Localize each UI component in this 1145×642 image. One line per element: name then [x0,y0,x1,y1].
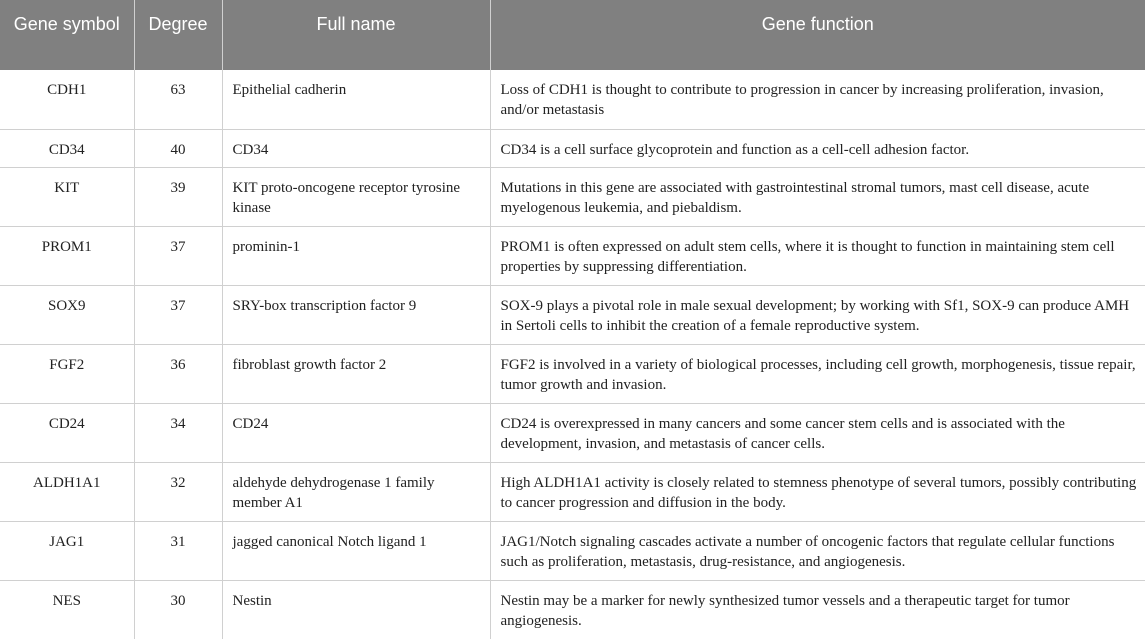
table-row [0,167,1145,226]
table-row [0,462,1145,521]
cell-gene-symbol: JAG1 [0,521,134,580]
cell-full-name: aldehyde dehydrogenase 1 family member A1 [222,462,490,521]
cell-full-name: prominin-1 [222,226,490,285]
cell-gene-symbol: KIT [0,167,134,226]
table-header [0,0,1145,70]
cell-gene-function: Loss of CDH1 is thought to contribute to progression in cancer by increasing proliferation, invasion, and/or metastasis [490,70,1145,129]
cell-gene-function: FGF2 is involved in a variety of biological processes, including cell growth, morphogenesis, tissue repair, tumor growth and invasion. [490,344,1145,403]
cell-degree: 34 [134,403,222,462]
cell-gene-function: Mutations in this gene are associated with gastrointestinal stromal tumors, mast cell disease, acute myelogenous leukemia, and piebaldism. [490,167,1145,226]
table-row [0,226,1145,285]
table-body [0,70,1145,639]
cell-gene-symbol: FGF2 [0,344,134,403]
cell-gene-symbol: SOX9 [0,285,134,344]
cell-degree: 37 [134,226,222,285]
header-gene-symbol: Gene symbol [0,0,134,70]
cell-gene-function: JAG1/Notch signaling cascades activate a number of oncogenic factors that regulate cellular functions such as proliferation, metastasis, drug-resistance, and angiogenesis. [490,521,1145,580]
table-row [0,129,1145,167]
cell-full-name: KIT proto-oncogene receptor tyrosine kinase [222,167,490,226]
cell-gene-function: CD34 is a cell surface glycoprotein and function as a cell-cell adhesion factor. [490,129,1145,167]
header-full-name: Full name [222,0,490,70]
cell-gene-symbol: CDH1 [0,70,134,129]
cell-degree: 63 [134,70,222,129]
cell-degree: 31 [134,521,222,580]
cell-full-name: CD24 [222,403,490,462]
cell-degree: 39 [134,167,222,226]
header-gene-function: Gene function [490,0,1145,70]
cell-gene-symbol: NES [0,580,134,639]
cell-full-name: CD34 [222,129,490,167]
table-row [0,521,1145,580]
cell-gene-symbol: CD24 [0,403,134,462]
cell-gene-function: Nestin may be a marker for newly synthesized tumor vessels and a therapeutic target for tumor angiogenesis. [500,592,1070,629]
cell-gene-function: SOX-9 plays a pivotal role in male sexual development; by working with Sf1, SOX-9 can produce AMH in Sertoli cells to inhibit the creation of a female reproductive system. [490,285,1145,344]
cell-full-name: Nestin [222,580,490,639]
table-row [0,403,1145,462]
cell-full-name: fibroblast growth factor 2 [222,344,490,403]
cell-gene-function: PROM1 is often expressed on adult stem cells, where it is thought to function in maintaining stem cell properties by suppressing differentiation. [490,226,1145,285]
table-row [0,344,1145,403]
cell-gene-function: High ALDH1A1 activity is closely related to stemness phenotype of several tumors, possibly contributing to cancer progression and diffusion in the body. [490,462,1145,521]
cell-degree: 32 [134,462,222,521]
cell-gene-symbol: PROM1 [0,226,134,285]
table-row [0,285,1145,344]
header-degree: Degree [134,0,222,70]
cell-gene-symbol: CD34 [0,129,134,167]
cell-full-name: Epithelial cadherin [222,70,490,129]
cell-gene-symbol: ALDH1A1 [0,462,134,521]
cell-degree: 40 [134,129,222,167]
cell-full-name: jagged canonical Notch ligand 1 [222,521,490,580]
cell-degree: 30 [134,580,222,639]
cell-degree: 37 [134,285,222,344]
cell-full-name: SRY-box transcription factor 9 [222,285,490,344]
cell-gene-function: CD24 is overexpressed in many cancers and some cancer stem cells and is associated with the development, invasion, and metastasis of cancer cells. [490,403,1145,462]
cell-degree: 36 [134,344,222,403]
table-row [0,70,1145,129]
table-row [0,580,1145,639]
